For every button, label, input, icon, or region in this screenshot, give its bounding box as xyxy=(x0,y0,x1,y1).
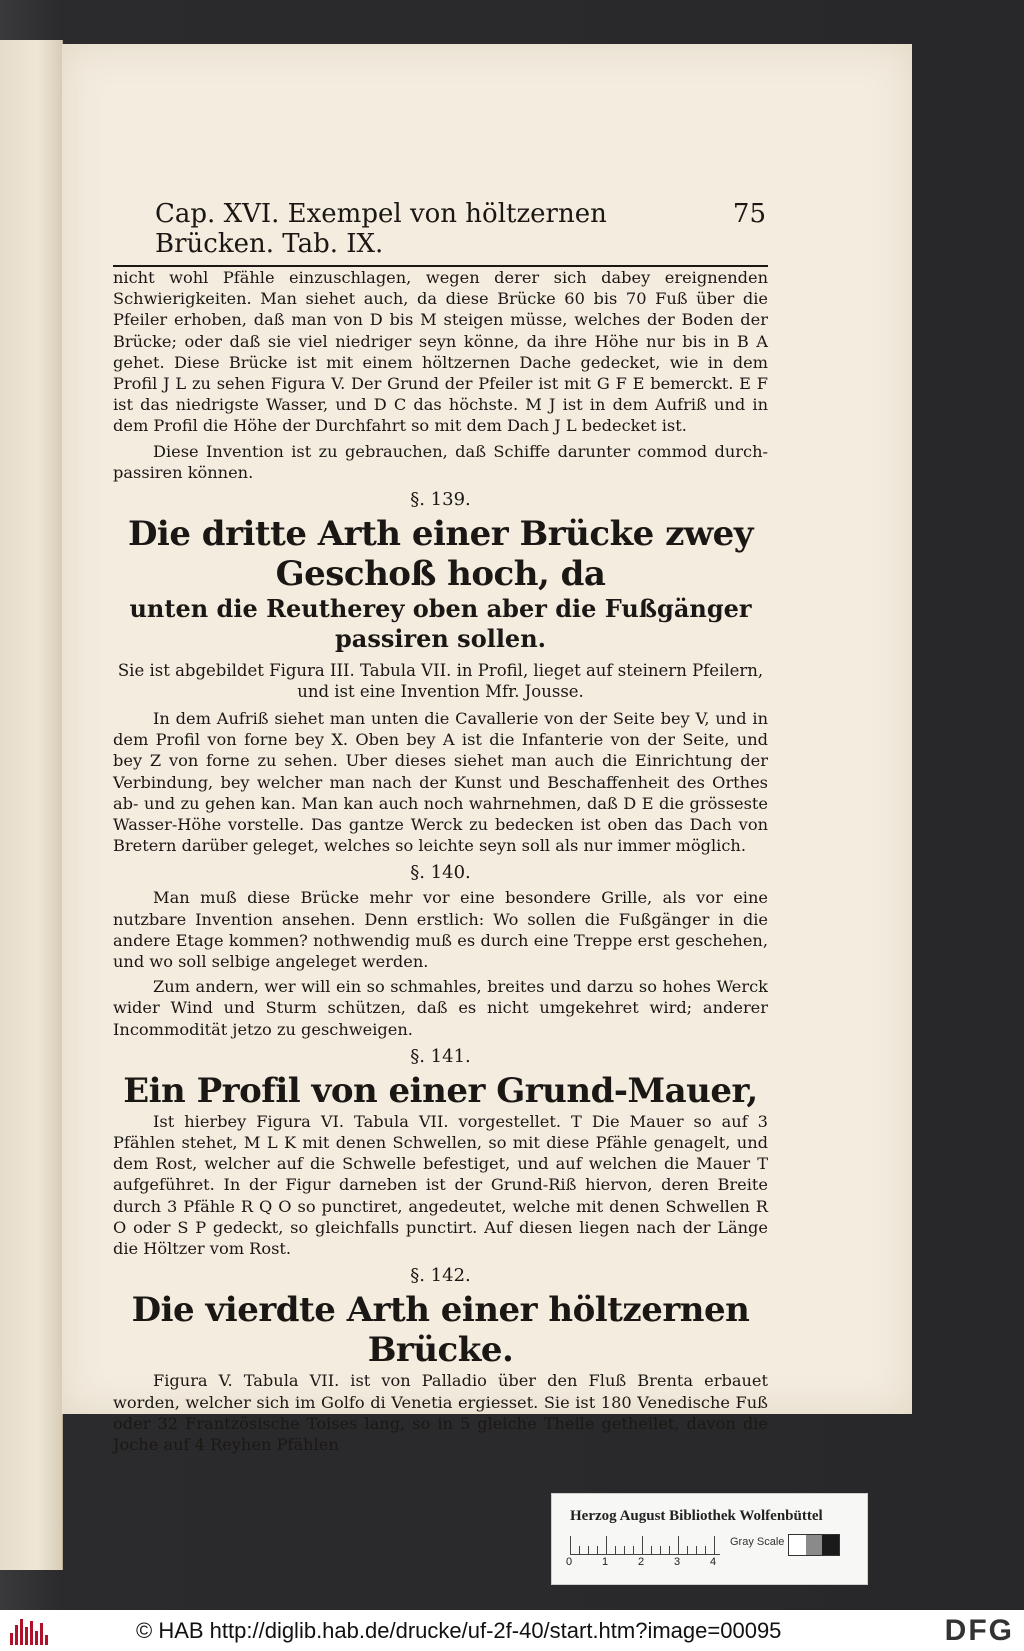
library-name: Herzog August Bibliothek Wolfenbüttel xyxy=(570,1508,823,1524)
ruler-number: 1 xyxy=(602,1556,609,1568)
footer-url-text[interactable]: © HAB http://diglib.hab.de/drucke/uf-2f-40/start.htm?image=00095 xyxy=(136,1617,782,1643)
hab-logo-icon xyxy=(10,1617,50,1645)
previous-page-edge xyxy=(0,40,63,1570)
heading-139-line2: unten die Reutherey oben aber die Fußgänger passiren sollen. xyxy=(129,594,752,654)
dfg-logo: DFG xyxy=(944,1614,1014,1647)
heading-142: Die vierdte Arth einer höltzernen Brücke. xyxy=(131,1290,750,1371)
ruler-number: 4 xyxy=(710,1556,717,1568)
heading-141: Ein Profil von einer Grund-Mauer, xyxy=(123,1070,758,1111)
page-number: 75 xyxy=(732,199,766,229)
library-label-card xyxy=(551,1493,868,1585)
section-number-142: §. 142. xyxy=(410,1265,471,1287)
running-head xyxy=(113,199,768,267)
page-text xyxy=(113,199,768,1455)
paragraph-141: Ist hierbey Figura VI. Tabula VII. vorgestellet. T Die Mauer so auf 3 Pfählen stehet, M L K mit denen Schwellen, so mit diese Pfähle genagelt, und dem Rost, welcher auf die Schwelle befestiget, und auf welchen die Mauer T aufgeführet. In der Figur darneben ist der Grund-Riß hiervon, deren Breite durch 3 Pfähle R Q O so punctiret, angedeutet, welche mit denen Schwellen R O oder S P gedeckt, so gleichfalls punctirt. Auf diesen liegen nach der Länge die Höltzer vom Rost. xyxy=(113,1111,768,1259)
section-number-140: §. 140. xyxy=(410,862,471,884)
subheading-139: Sie ist abgebildet Figura III. Tabula VII. in Profil, lieget auf steinern Pfeilern, und ist eine Invention Mfr. Jousse. xyxy=(117,661,764,702)
heading-139-line1: Die dritte Arth einer Brücke zwey Geschoß hoch, da xyxy=(127,514,754,595)
paragraph-continuation: nicht wohl Pfähle einzuschlagen, wegen derer sich dabey ereignenden Schwierigkeiten. Man siehet auch, da diese Brücke 60 bis 70 Fuß über die Pfeiler erhoben, daß man von D bis M steigen müsse, welches der Boden der Brücke; oder daß sie viel niedriger seyn könne, da ihre Höhe nur bis in B A gehet. Diese Brücke ist mit einem höltzernen Dache gedecket, wie in dem Profil J L zu sehen Figura V. Der Grund der Pfeiler ist mit G F E bemerckt. E F ist das niedrigste Wasser, und D C das höchste. M J ist in dem Aufriß und in dem Profil die Höhe der Durchfahrt so mit dem Dach J L bedecket ist. xyxy=(113,268,768,436)
gray-scale-swatches xyxy=(788,1534,840,1556)
ruler-scale xyxy=(570,1536,720,1555)
paragraph-140-b: Zum andern, wer will ein so schmahles, breites und darzu so hohes Werck wider Wind und Sturm schützen, daß es nicht umgekehret wird; anderer Incommodität jetzo zu geschweigen. xyxy=(113,977,768,1039)
ruler-number: 3 xyxy=(674,1556,681,1568)
footer-bar xyxy=(0,1610,1024,1651)
ruler-number: 0 xyxy=(566,1556,573,1568)
running-head-title: Cap. XVI. Exempel von höltzernen Brücken. Tab. IX. xyxy=(155,199,607,259)
paragraph-140-a: Man muß diese Brücke mehr vor eine besondere Grille, als vor eine nutzbare Invention ansehen. Denn erstlich: Wo sollen die Fußgänger in die andere Etage kommen? nothwendig muß es durch eine Treppe erst geschehen, und wo soll selbige angeleget werden. xyxy=(113,888,768,972)
paragraph-142: Figura V. Tabula VII. ist von Palladio über den Fluß Brenta erbauet worden, welcher sich im Golfo di Venetia ergiesset. Sie ist 180 Venedische Fuß oder 32 Frantzösische Toises lang, so in 5 gleiche Theile getheilet, davon die Joche auf 4 Reyhen Pfählen xyxy=(113,1371,768,1454)
paragraph-139: In dem Aufriß siehet man unten die Cavallerie von der Seite bey V, und in dem Profil von forne bey X. Oben bey A ist die Infanterie von der Seite, und bey Z von forne zu sehen. Uber dieses siehet man auch die Einrichtung der Verbindung, bey welcher man nach der Kunst und Beschaffenheit des Orthes ab- und zu gehen kan. Man kan auch noch wahrnehmen, daß D E die grösseste Wasser-Höhe vorstelle. Das gantze Werck zu bedecken ist oben das Dach von Bretern darüber geleget, welches so leichte seyn soll als nur immer möglich. xyxy=(113,709,768,856)
ruler-number: 2 xyxy=(638,1556,645,1568)
section-number-139: §. 139. xyxy=(410,489,471,511)
gray-scale-label: Gray Scale xyxy=(730,1536,785,1548)
section-number-141: §. 141. xyxy=(410,1045,471,1067)
paragraph-invention: Diese Invention ist zu gebrauchen, daß Schiffe darunter commod durch-passiren können. xyxy=(113,441,768,482)
